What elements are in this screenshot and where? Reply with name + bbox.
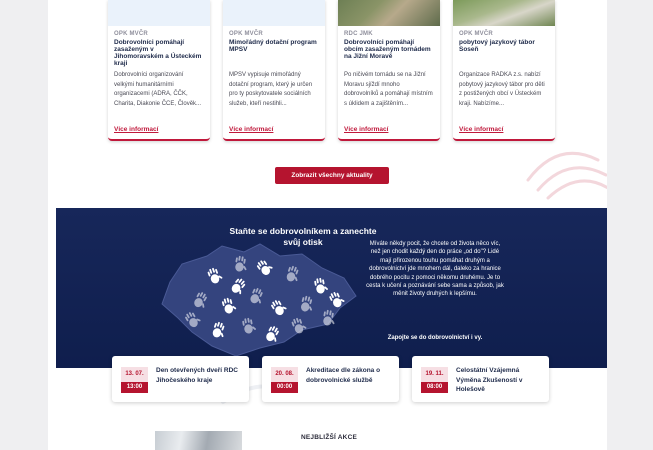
event-title[interactable]: Akreditace dle zákona o dobrovolnické službě: [306, 367, 381, 384]
decor-scribble-right: [518, 140, 607, 200]
news-card[interactable]: [108, 0, 210, 141]
news-card-text: Dobrovolníci organizování velkými humanitárními organizacemi (ADRA, ČČK, Charita, Diakonie ČCE, Člověk...: [114, 72, 202, 107]
news-card-image: [223, 0, 325, 26]
volunteer-banner: [56, 208, 607, 368]
news-card-more-link[interactable]: Více informací: [114, 126, 159, 133]
news-card-text: Po ničivém tornádu se na Jižní Moravu sjíždí mnoho dobrovolníků a pomáhají místním s úklidem a zajištěním...: [344, 72, 433, 107]
news-card[interactable]: [453, 0, 555, 141]
czech-map-illustration: [152, 234, 362, 359]
news-card-title[interactable]: Mimořádný dotační program MPSV: [229, 39, 317, 53]
all-news-button[interactable]: Zobrazit všechny aktuality: [275, 167, 389, 184]
next-events-heading: NEJBLIŽŠÍ AKCE: [301, 434, 358, 441]
news-card-title[interactable]: pobytový jazykový tábor Soseň: [459, 39, 535, 53]
news-cards: [108, 0, 544, 142]
next-event-thumbnail[interactable]: [155, 431, 242, 450]
volunteer-cta[interactable]: Zapojte se do dobrovolnictví i vy.: [387, 335, 483, 341]
volunteer-text: Míváte někdy pocit, že chcete od života něco víc, než jen chodit každý den do práce „od do"? Lidé mají přirozenou touhu pomáhat druhým a dobrovolnictví jde mnohem dál, daleko za hranice dobrého pocitu z pomoci někomu druhému. Je to cesta k učení a poznávání sebe sama a způsob, jak měnit životy druhých k lepšímu.: [366, 241, 504, 298]
news-card-title[interactable]: Dobrovolníci pomáhají obcím zasaženým tornádem na Jižní Moravě: [344, 39, 431, 60]
news-card-tag: OPK MVČR: [114, 31, 148, 37]
event-time: 00:00: [271, 382, 298, 393]
event-date: 20. 08.: [271, 367, 298, 382]
news-card-image: [338, 0, 440, 26]
page: [48, 0, 607, 450]
news-card-image: [108, 0, 210, 26]
event-time: 08:00: [421, 382, 448, 393]
news-card-more-link[interactable]: Více informací: [459, 126, 504, 133]
news-card-more-link[interactable]: Více informací: [344, 126, 389, 133]
news-card-tag: RDC JMK: [344, 31, 373, 37]
event-time: 13:00: [121, 382, 148, 393]
news-card-tag: OPK MVČR: [229, 31, 263, 37]
news-card-image: [453, 0, 555, 26]
news-card[interactable]: [338, 0, 440, 141]
event-title[interactable]: Den otevřených dveří RDC Jihočeského kraje: [156, 367, 238, 384]
news-card[interactable]: [223, 0, 325, 141]
volunteer-title: Staňte se dobrovolníkem a zanechte svůj otisk: [229, 226, 377, 247]
news-card-more-link[interactable]: Více informací: [229, 126, 274, 133]
event-card[interactable]: [112, 356, 249, 402]
event-date: 13. 07.: [121, 367, 148, 382]
event-date: 19. 11.: [421, 367, 448, 382]
event-title[interactable]: Celostátní Vzájemná Výměna Zkušeností v Holešově: [456, 367, 523, 393]
news-card-text: Organizace RADKA z.s. nabízí pobytový jazykový tábor pro děti z postižených obcí v Ústeckém kraji. Nabízíme...: [459, 72, 545, 107]
news-card-text: MPSV vypisuje mimořádný dotační program, který je určen pro ty poskytovatele sociálních služeb, kteří nestihli...: [229, 72, 313, 107]
news-card-tag: OPK MVČR: [459, 31, 493, 37]
event-card[interactable]: [262, 356, 399, 402]
news-card-title[interactable]: Dobrovolníci pomáhají zasaženým v Jihomoravském a Ústeckém kraji: [114, 39, 202, 67]
event-card[interactable]: [412, 356, 549, 402]
